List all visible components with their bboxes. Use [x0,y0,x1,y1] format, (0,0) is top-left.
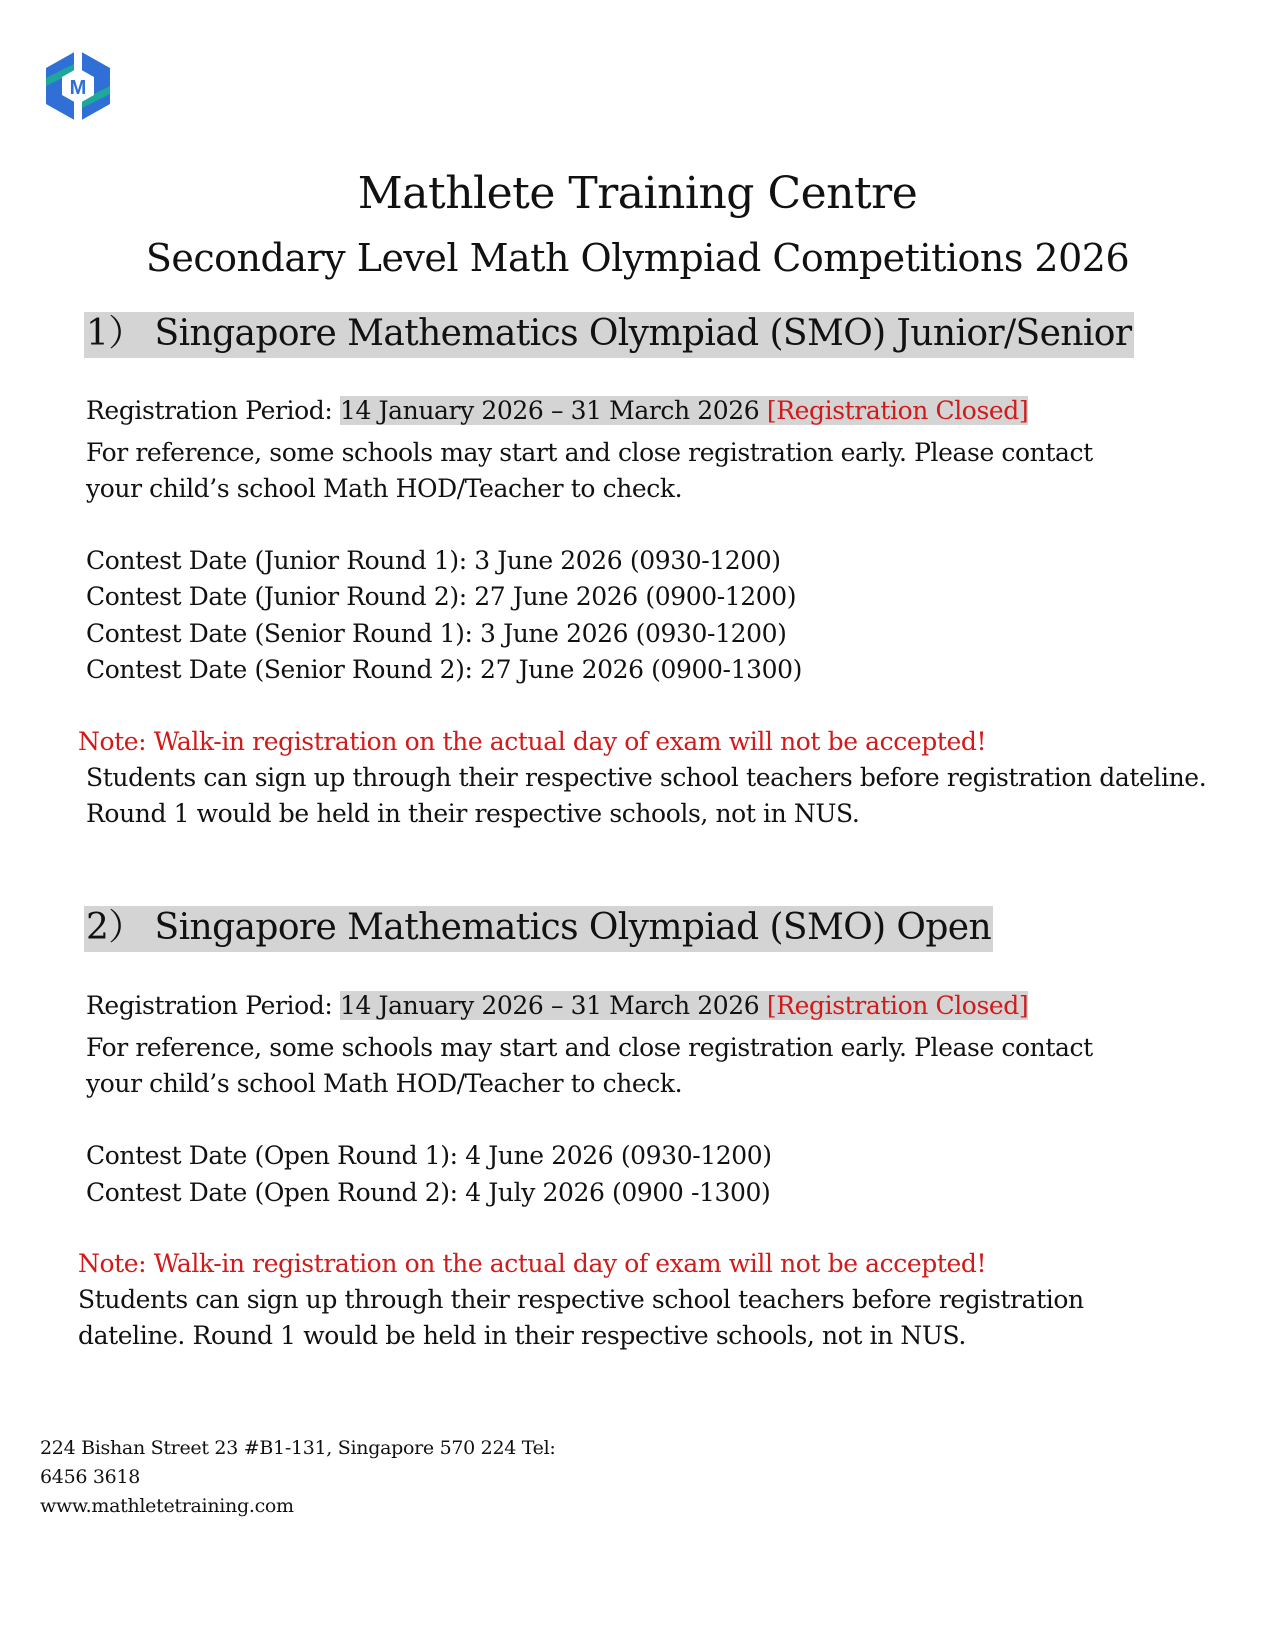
registration-period [86,396,1028,426]
note-detail: Round 1 would be held in their respective schools, not in NUS. [86,799,860,828]
hexagon-m-logo-icon [44,48,112,124]
page-title: Mathlete Training Centre [357,168,918,219]
registration-label: Registration Period: [86,991,340,1020]
reference-text: your child’s school Math HOD/Teacher to check. [86,474,683,503]
contest-date: Contest Date (Senior Round 1): 3 June 2026 (0930-1200) [86,619,787,648]
section-heading: 2） Singapore Mathematics Olympiad (SMO) Open [84,906,993,952]
note-detail: Students can sign up through their respective school teachers before registration [78,1285,1084,1314]
footer-website-link[interactable]: www.mathletetraining.com [40,1495,294,1517]
note-detail: dateline. Round 1 would be held in their respective schools, not in NUS. [78,1321,966,1350]
walk-in-note: Note: Walk-in registration on the actual day of exam will not be accepted! [78,727,987,756]
contest-date: Contest Date (Senior Round 2): 27 June 2026 (0900-1300) [86,655,802,684]
section-heading: 1） Singapore Mathematics Olympiad (SMO) Junior/Senior [84,312,1134,358]
footer [40,1434,556,1521]
reference-text: your child’s school Math HOD/Teacher to check. [86,1069,683,1098]
reference-text: For reference, some schools may start and close registration early. Please contact [86,1033,1093,1062]
registration-period [86,991,1028,1021]
registration-status: [Registration Closed] [766,396,1029,425]
contest-date: Contest Date (Junior Round 2): 27 June 2026 (0900-1200) [86,582,797,611]
footer-phone: 6456 3618 [40,1466,141,1488]
registration-label: Registration Period: [86,396,340,425]
walk-in-note: Note: Walk-in registration on the actual day of exam will not be accepted! [78,1249,987,1278]
contest-date: Contest Date (Open Round 1): 4 June 2026 (0930-1200) [86,1141,772,1170]
page-subtitle: Secondary Level Math Olympiad Competitions 2026 [145,236,1130,280]
contest-date: Contest Date (Open Round 2): 4 July 2026 (0900 -1300) [86,1178,771,1207]
svg-text:M: M [69,77,87,99]
note-detail: Students can sign up through their respective school teachers before registration dateline. [86,763,1207,792]
registration-dates: 14 January 2026 – 31 March 2026 [339,396,760,425]
reference-text: For reference, some schools may start and close registration early. Please contact [86,438,1093,467]
registration-status: [Registration Closed] [766,991,1029,1020]
registration-dates: 14 January 2026 – 31 March 2026 [339,991,760,1020]
footer-address: 224 Bishan Street 23 #B1-131, Singapore 570 224 Tel: [40,1437,556,1459]
contest-date: Contest Date (Junior Round 1): 3 June 2026 (0930-1200) [86,546,781,575]
